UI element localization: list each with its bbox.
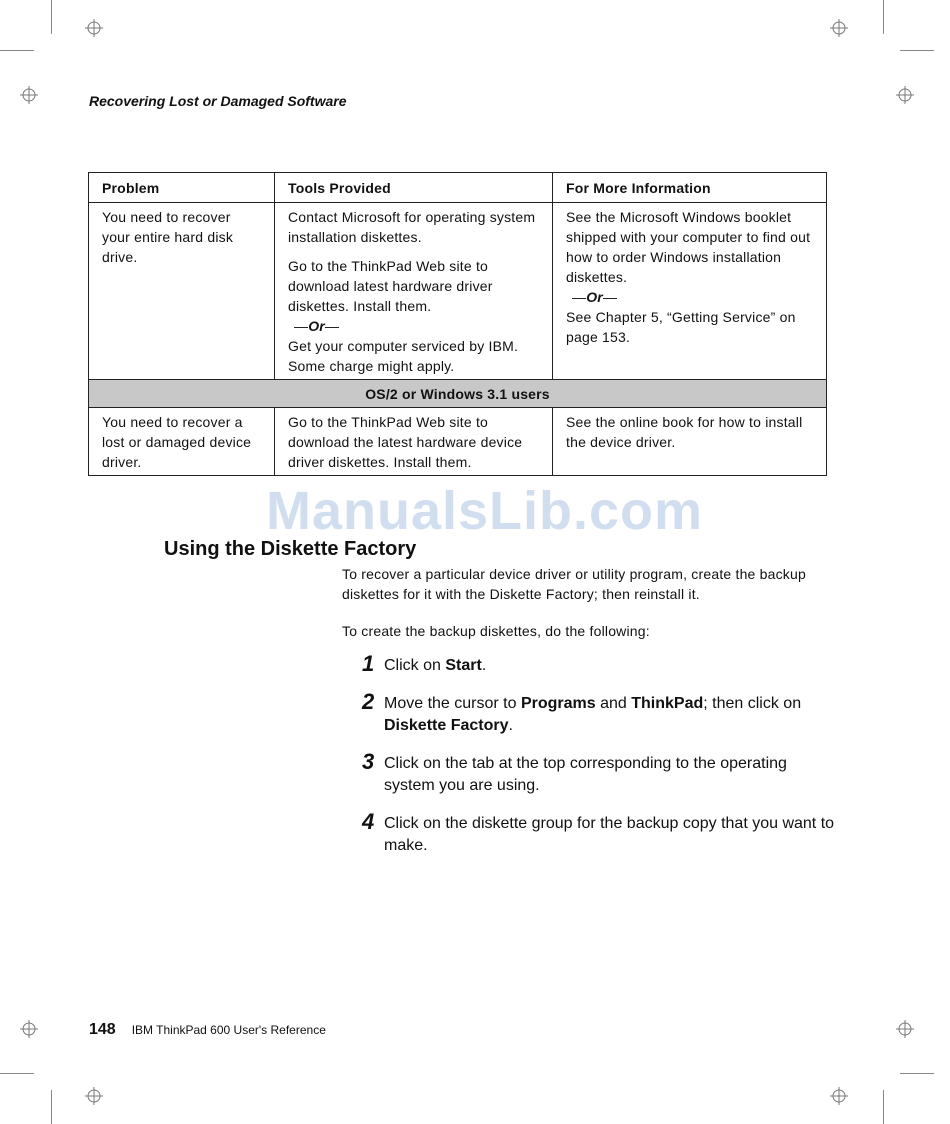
ui-term: Diskette Factory [384,717,509,734]
crop-mark [900,1073,934,1074]
info-text: See Chapter 5, “Getting Service” on page 153. [566,309,796,345]
problem-cell [89,203,275,380]
column-header-tools: Tools Provided [275,173,553,203]
page-number: 148 [89,1021,116,1038]
page-footer [89,1021,326,1039]
intro-paragraph: To recover a particular device driver or utility program, create the backup diskettes for it with the Diskette Factory; then reinstall it. [342,566,806,602]
step-text: Click on [384,657,446,674]
problem-text: You need to recover your entire hard disk drive. [102,209,234,265]
crop-mark [900,50,934,51]
band-label: OS/2 or Windows 3.1 users [89,380,827,408]
ui-term: Start [445,657,482,674]
registration-mark-icon [830,1087,848,1105]
footer-reference: IBM ThinkPad 600 User's Reference [131,1023,326,1037]
or-label: Or [308,318,325,334]
info-cell [553,203,827,380]
crop-mark [883,1090,884,1124]
step-text: . [508,717,513,734]
step-text: ; then click on [703,695,802,712]
column-header-problem: Problem [89,173,275,203]
instruction-paragraph: To create the backup diskettes, do the following: [342,623,650,639]
running-header: Recovering Lost or Damaged Software [89,93,347,109]
info-text: See the online book for how to install the device driver. [566,414,803,450]
step-number: 2 [362,689,375,714]
problem-cell [89,408,275,476]
table-row [89,408,827,476]
crop-mark [0,1073,34,1074]
registration-mark-icon [830,19,848,37]
step-text: . [481,657,487,674]
ui-term: Programs [520,695,596,712]
crop-mark [51,1090,52,1124]
tools-text: Contact Microsoft for operating system installation diskettes. [288,209,536,245]
registration-mark-icon [20,1020,38,1038]
or-separator: —Or— [572,289,618,305]
table-section-band [89,380,827,408]
step-text: Move the cursor to [384,695,521,712]
ui-term: ThinkPad [631,695,704,712]
crop-mark [51,0,52,34]
tools-text: Go to the ThinkPad Web site to download the latest hardware device driver diskettes. Install them. [288,414,523,470]
step-item [362,651,842,677]
watermark: ManualsLib.com [266,481,704,541]
registration-mark-icon [896,86,914,104]
tools-cell [275,408,553,476]
step-item [362,749,842,797]
step-item [362,809,842,857]
tools-text: Go to the ThinkPad Web site to download latest hardware driver diskettes. Install them. [288,258,493,314]
step-text: Click on the tab at the top corresponding to the operating system you are using. [384,755,787,794]
info-text: See the Microsoft Windows booklet shipped with your computer to find out how to order Windows installation diskettes. [566,209,811,285]
step-number: 3 [362,749,375,774]
step-text: Click on the diskette group for the backup copy that you want to make. [384,815,835,854]
crop-mark [883,0,884,34]
column-header-info: For More Information [553,173,827,203]
table-row [89,203,827,380]
registration-mark-icon [896,1020,914,1038]
table-header-row [89,173,827,203]
step-number: 4 [362,809,375,834]
step-text: and [595,695,632,712]
step-number: 1 [362,651,375,676]
registration-mark-icon [85,1087,103,1105]
recovery-table [88,172,827,476]
problem-text: You need to recover a lost or damaged device driver. [102,414,252,470]
or-label: Or [586,289,603,305]
section-title: Using the Diskette Factory [164,538,417,560]
tools-text: Get your computer serviced by IBM. Some charge might apply. [288,338,519,374]
crop-mark [0,50,34,51]
registration-mark-icon [85,19,103,37]
registration-mark-icon [20,86,38,104]
tools-cell [275,203,553,380]
info-cell [553,408,827,476]
or-separator: —Or— [294,318,340,334]
step-list [362,651,842,873]
step-item [362,689,842,737]
